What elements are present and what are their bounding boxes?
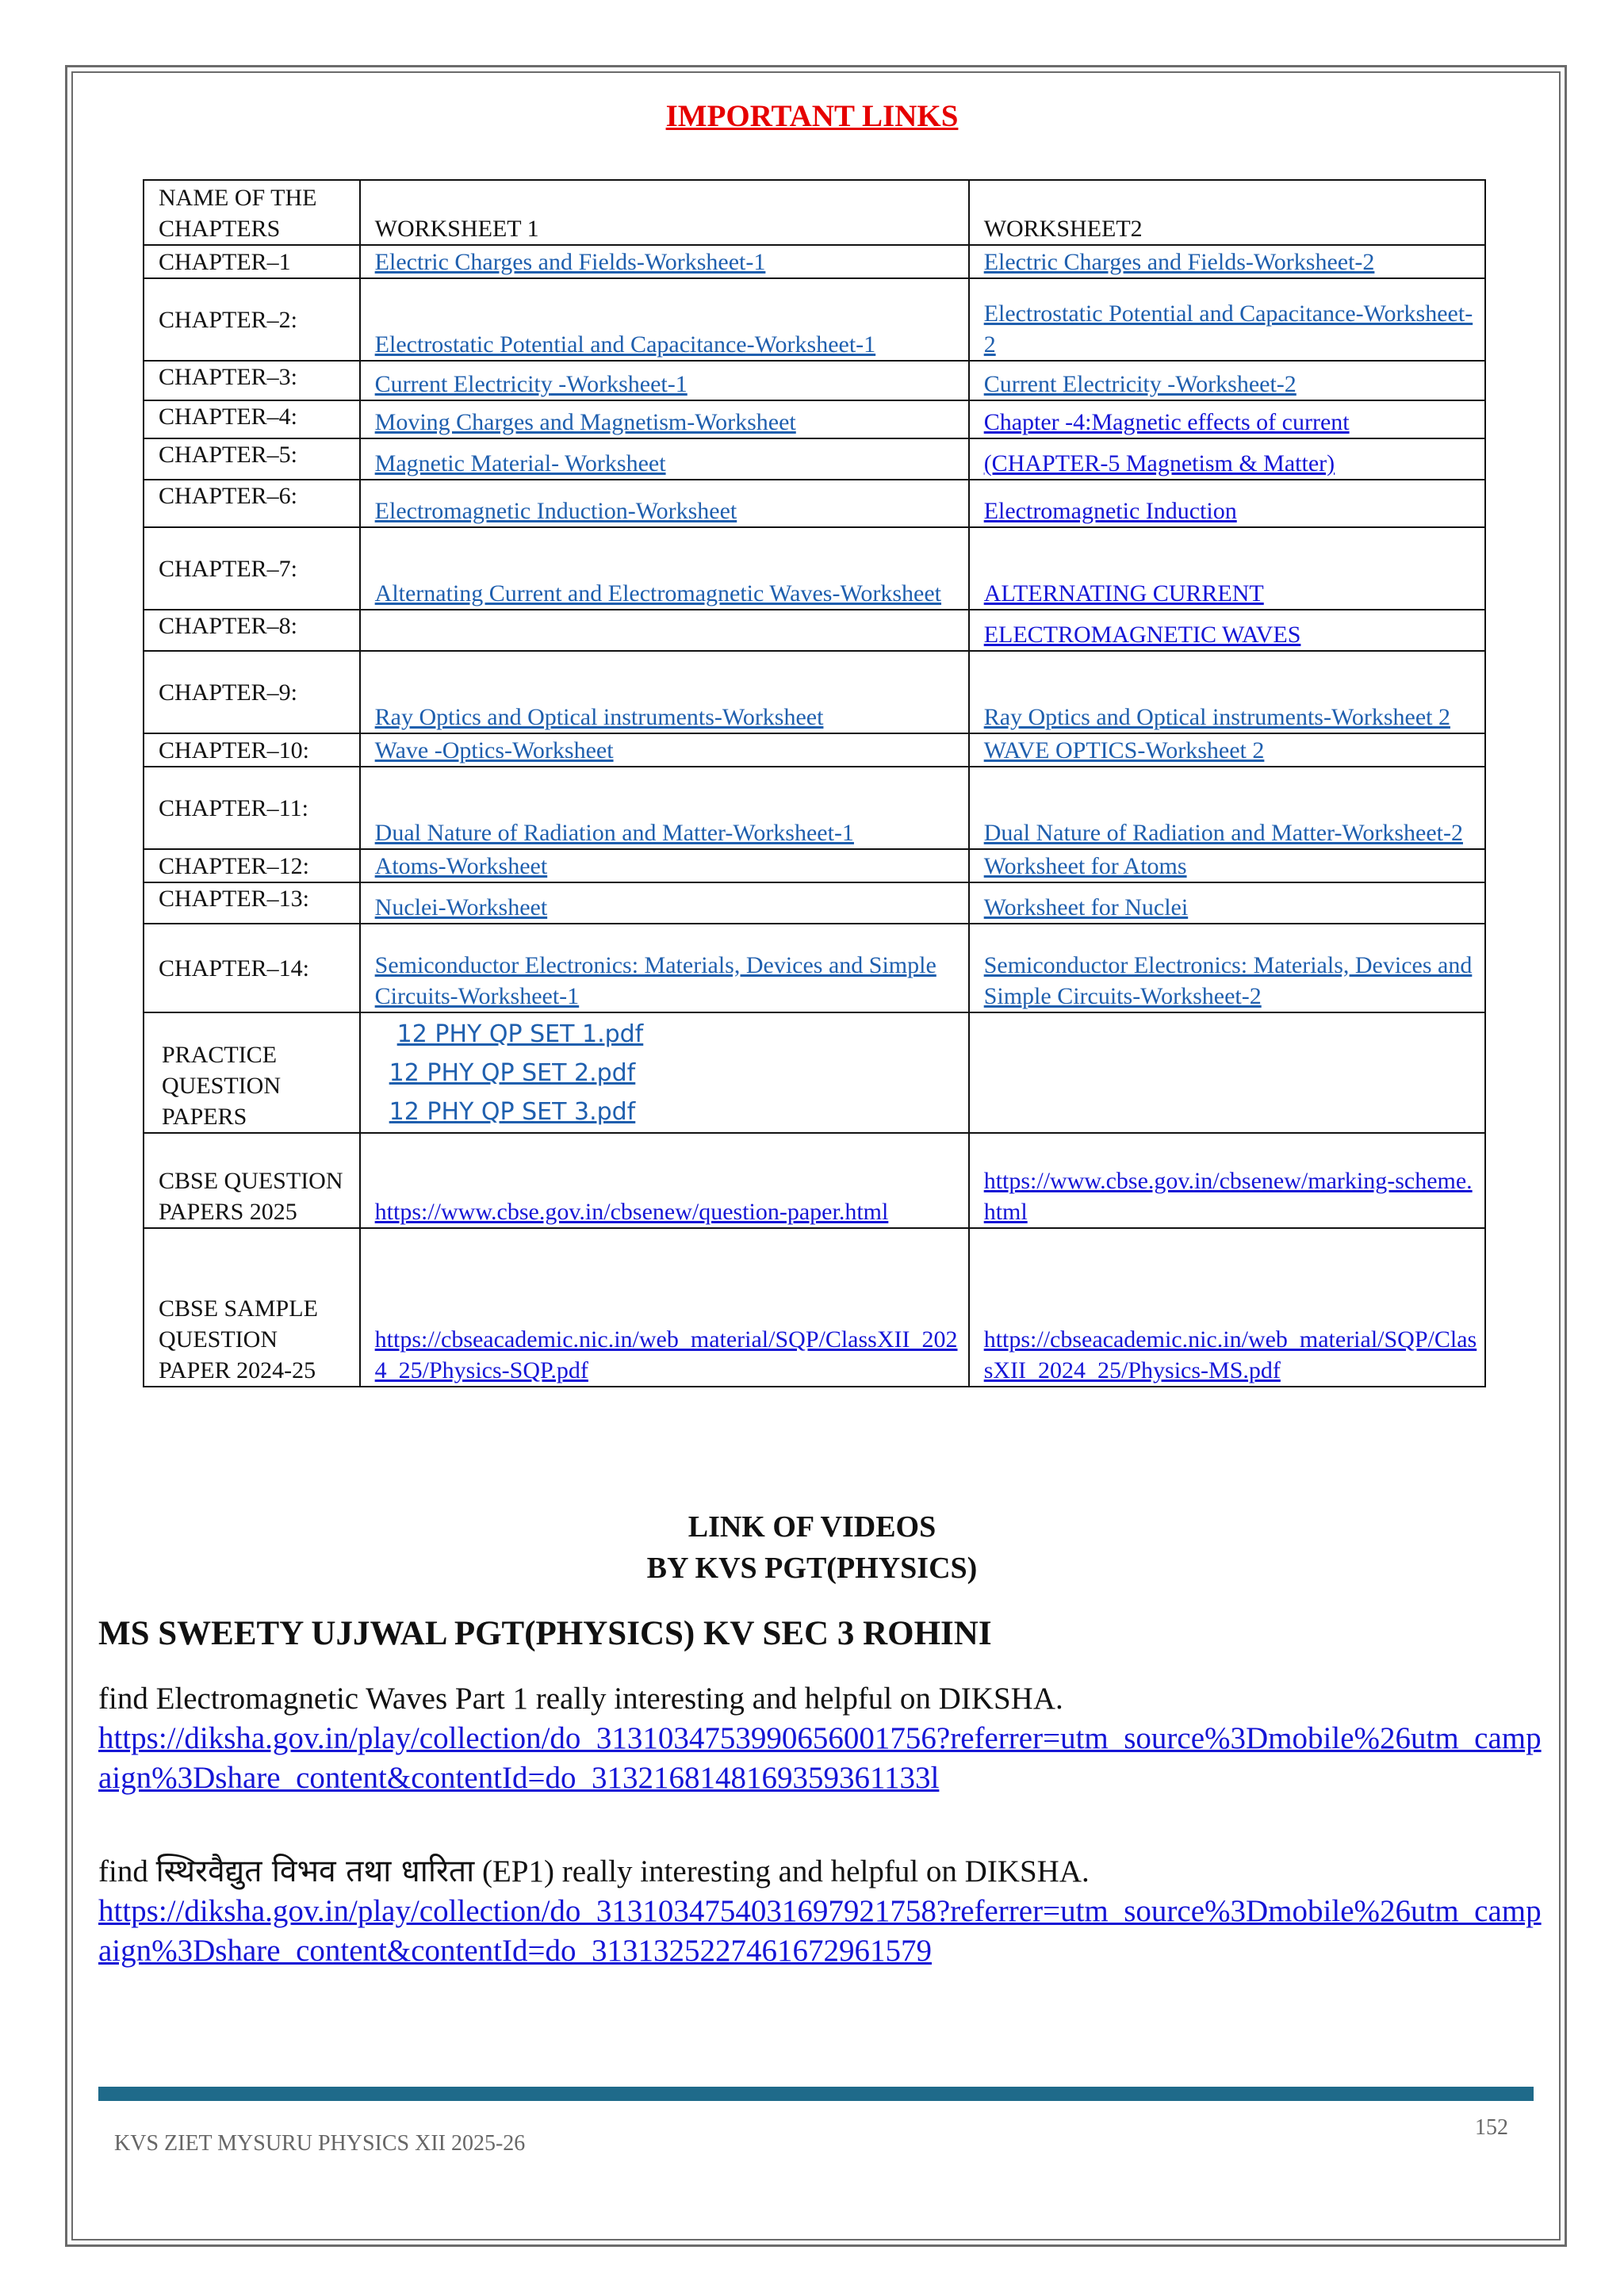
table-row-cbse-sqp — [144, 1228, 1485, 1387]
worksheet1-link[interactable]: Moving Charges and Magnetism-Worksheet — [374, 409, 796, 435]
cbse-ms-link[interactable]: https://www.cbse.gov.in/cbsenew/marking-scheme.html — [983, 1168, 1473, 1225]
cbse-qp-link[interactable]: https://www.cbse.gov.in/cbsenew/question-paper.html — [374, 1199, 889, 1225]
cbse-sqp-label: CBSE SAMPLE QUESTION PAPER 2024-25 — [144, 1228, 360, 1387]
worksheet2-link[interactable]: Chapter -4:Magnetic effects of current — [983, 409, 1350, 435]
page-number: 152 — [1475, 2115, 1508, 2140]
header-worksheet2: WORKSHEET2 — [969, 180, 1485, 245]
table-row — [144, 849, 1485, 882]
worksheet1-link[interactable]: Alternating Current and Electromagnetic Waves-Worksheet — [374, 580, 942, 607]
worksheet2-link[interactable]: Worksheet for Nuclei — [983, 894, 1189, 920]
chapter-label: CHAPTER–12: — [144, 849, 360, 882]
footer-text: KVS ZIET MYSURU PHYSICS XII 2025-26 — [114, 2131, 526, 2156]
table-row — [144, 882, 1485, 924]
table-row — [144, 924, 1485, 1012]
table-row — [144, 278, 1485, 361]
worksheet2-link[interactable]: Dual Nature of Radiation and Matter-Worksheet-2 — [983, 820, 1463, 846]
videos-title-line2: BY KVS PGT(PHYSICS) — [646, 1552, 978, 1585]
worksheet1-link[interactable]: Electric Charges and Fields-Worksheet-1 — [374, 249, 766, 275]
worksheet1-link[interactable]: Magnetic Material- Worksheet — [374, 450, 666, 476]
chapter-label: CHAPTER–4: — [144, 400, 360, 438]
worksheet1-link[interactable]: Electrostatic Potential and Capacitance-Worksheet-1 — [374, 331, 876, 358]
practice-label: PRACTICE QUESTION PAPERS — [144, 1012, 360, 1133]
table-row-practice — [144, 1012, 1485, 1133]
worksheet2-link[interactable]: ELECTROMAGNETIC WAVES — [983, 622, 1301, 648]
table-row — [144, 651, 1485, 733]
table-row — [144, 527, 1485, 610]
chapter-label: CHAPTER–10: — [144, 733, 360, 767]
video-item-2-hindi: स्थिरवैद्युत विभव तथा धारिता — [155, 1854, 475, 1889]
video-item-2-prefix: find — [98, 1854, 156, 1888]
video-item-1-link[interactable]: https://diksha.gov.in/play/collection/do_3131034753990656001756?referrer=utm_source%3Dmobile%26utm_campaign%3Dshare_content&contentId=do_3132168148169359361133l — [98, 1721, 1542, 1795]
empty-cell — [969, 1012, 1485, 1133]
video-item-2-link[interactable]: https://diksha.gov.in/play/collection/do_3131034754031697921758?referrer=utm_source%3Dmobile%26utm_campaign%3Dshare_content&contentId=do_3131325227461672961579 — [98, 1894, 1542, 1968]
links-table — [143, 179, 1486, 1387]
chapter-label: CHAPTER–5: — [144, 438, 360, 480]
chapter-label: CHAPTER–2: — [144, 278, 360, 361]
videos-title-line1: LINK OF VIDEOS — [688, 1510, 936, 1544]
video-item-1-text: find Electromagnetic Waves Part 1 really interesting and helpful on DIKSHA. — [98, 1682, 1063, 1716]
worksheet1-link[interactable]: Wave -Optics-Worksheet — [374, 737, 614, 763]
worksheet2-link[interactable]: WAVE OPTICS-Worksheet 2 — [983, 737, 1265, 763]
chapter-label: CHAPTER–13: — [144, 882, 360, 924]
worksheet2-link[interactable]: Worksheet for Atoms — [983, 853, 1187, 879]
important-links-heading: IMPORTANT LINKS — [665, 99, 959, 133]
qp-set2-link[interactable]: 12 PHY QP SET 2.pdf — [389, 1058, 636, 1087]
worksheet2-link[interactable]: Electromagnetic Induction — [983, 498, 1237, 524]
table-row — [144, 767, 1485, 849]
cbse-sqp-link[interactable]: https://cbseacademic.nic.in/web_material/SQP/ClassXII_2024_25/Physics-SQP.pdf — [374, 1326, 958, 1383]
video-item-2-suffix: (EP1) really interesting and helpful on DIKSHA. — [474, 1854, 1090, 1888]
worksheet2-link[interactable]: Semiconductor Electronics: Materials, Devices and Simple Circuits-Worksheet-2 — [983, 952, 1473, 1009]
table-row-cbse-qp — [144, 1133, 1485, 1228]
footer-bar — [98, 2087, 1534, 2101]
cbse-qp-label: CBSE QUESTION PAPERS 2025 — [144, 1133, 360, 1228]
worksheet2-link[interactable]: Ray Optics and Optical instruments-Worksheet 2 — [983, 704, 1450, 730]
qp-set3-link[interactable]: 12 PHY QP SET 3.pdf — [389, 1097, 636, 1126]
chapter-label: CHAPTER–8: — [144, 610, 360, 651]
table-row — [144, 610, 1485, 651]
chapter-label: CHAPTER–14: — [144, 924, 360, 1012]
video-item-1 — [98, 1679, 1542, 1798]
worksheet2-link[interactable]: Current Electricity -Worksheet-2 — [983, 371, 1297, 397]
worksheet1-link[interactable]: Atoms-Worksheet — [374, 853, 548, 879]
worksheet1-link[interactable]: Current Electricity -Worksheet-1 — [374, 371, 688, 397]
table-row — [144, 480, 1485, 527]
chapter-label: CHAPTER–1 — [144, 245, 360, 278]
worksheet2-link[interactable]: ALTERNATING CURRENT — [983, 580, 1264, 607]
table-row — [144, 733, 1485, 767]
table-row — [144, 438, 1485, 480]
qp-set1-link[interactable]: 12 PHY QP SET 1.pdf — [396, 1020, 644, 1048]
table-row — [144, 245, 1485, 278]
teacher-name: MS SWEETY UJJWAL PGT(PHYSICS) KV SEC 3 ROHINI — [98, 1615, 992, 1652]
chapter-label: CHAPTER–3: — [144, 361, 360, 400]
video-item-2 — [98, 1852, 1542, 1971]
table-row — [144, 361, 1485, 400]
worksheet1-link[interactable]: Electromagnetic Induction-Worksheet — [374, 498, 737, 524]
worksheet1-link[interactable]: Semiconductor Electronics: Materials, Devices and Simple Circuits-Worksheet-1 — [374, 952, 936, 1009]
chapter-label: CHAPTER–6: — [144, 480, 360, 527]
chapter-label: CHAPTER–11: — [144, 767, 360, 849]
cbse-sqp-ms-link[interactable]: https://cbseacademic.nic.in/web_material/SQP/ClassXII_2024_25/Physics-MS.pdf — [983, 1326, 1477, 1383]
table-row — [144, 400, 1485, 438]
worksheet2-link[interactable]: Electrostatic Potential and Capacitance-Worksheet-2 — [983, 300, 1473, 358]
chapter-label: CHAPTER–7: — [144, 527, 360, 610]
worksheet1-link[interactable]: Dual Nature of Radiation and Matter-Worksheet-1 — [374, 820, 854, 846]
header-chapters: NAME OF THE CHAPTERS — [144, 180, 360, 245]
worksheet1-link[interactable]: Ray Optics and Optical instruments-Worksheet — [374, 704, 824, 730]
worksheet2-link[interactable]: Electric Charges and Fields-Worksheet-2 — [983, 249, 1375, 275]
video-item-2-text — [98, 1852, 1542, 1892]
table-header-row — [144, 180, 1485, 245]
worksheet1-link[interactable]: Nuclei-Worksheet — [374, 894, 548, 920]
worksheet2-link[interactable]: (CHAPTER-5 Magnetism & Matter) — [983, 450, 1335, 476]
chapter-label: CHAPTER–9: — [144, 651, 360, 733]
header-worksheet1: WORKSHEET 1 — [360, 180, 969, 245]
